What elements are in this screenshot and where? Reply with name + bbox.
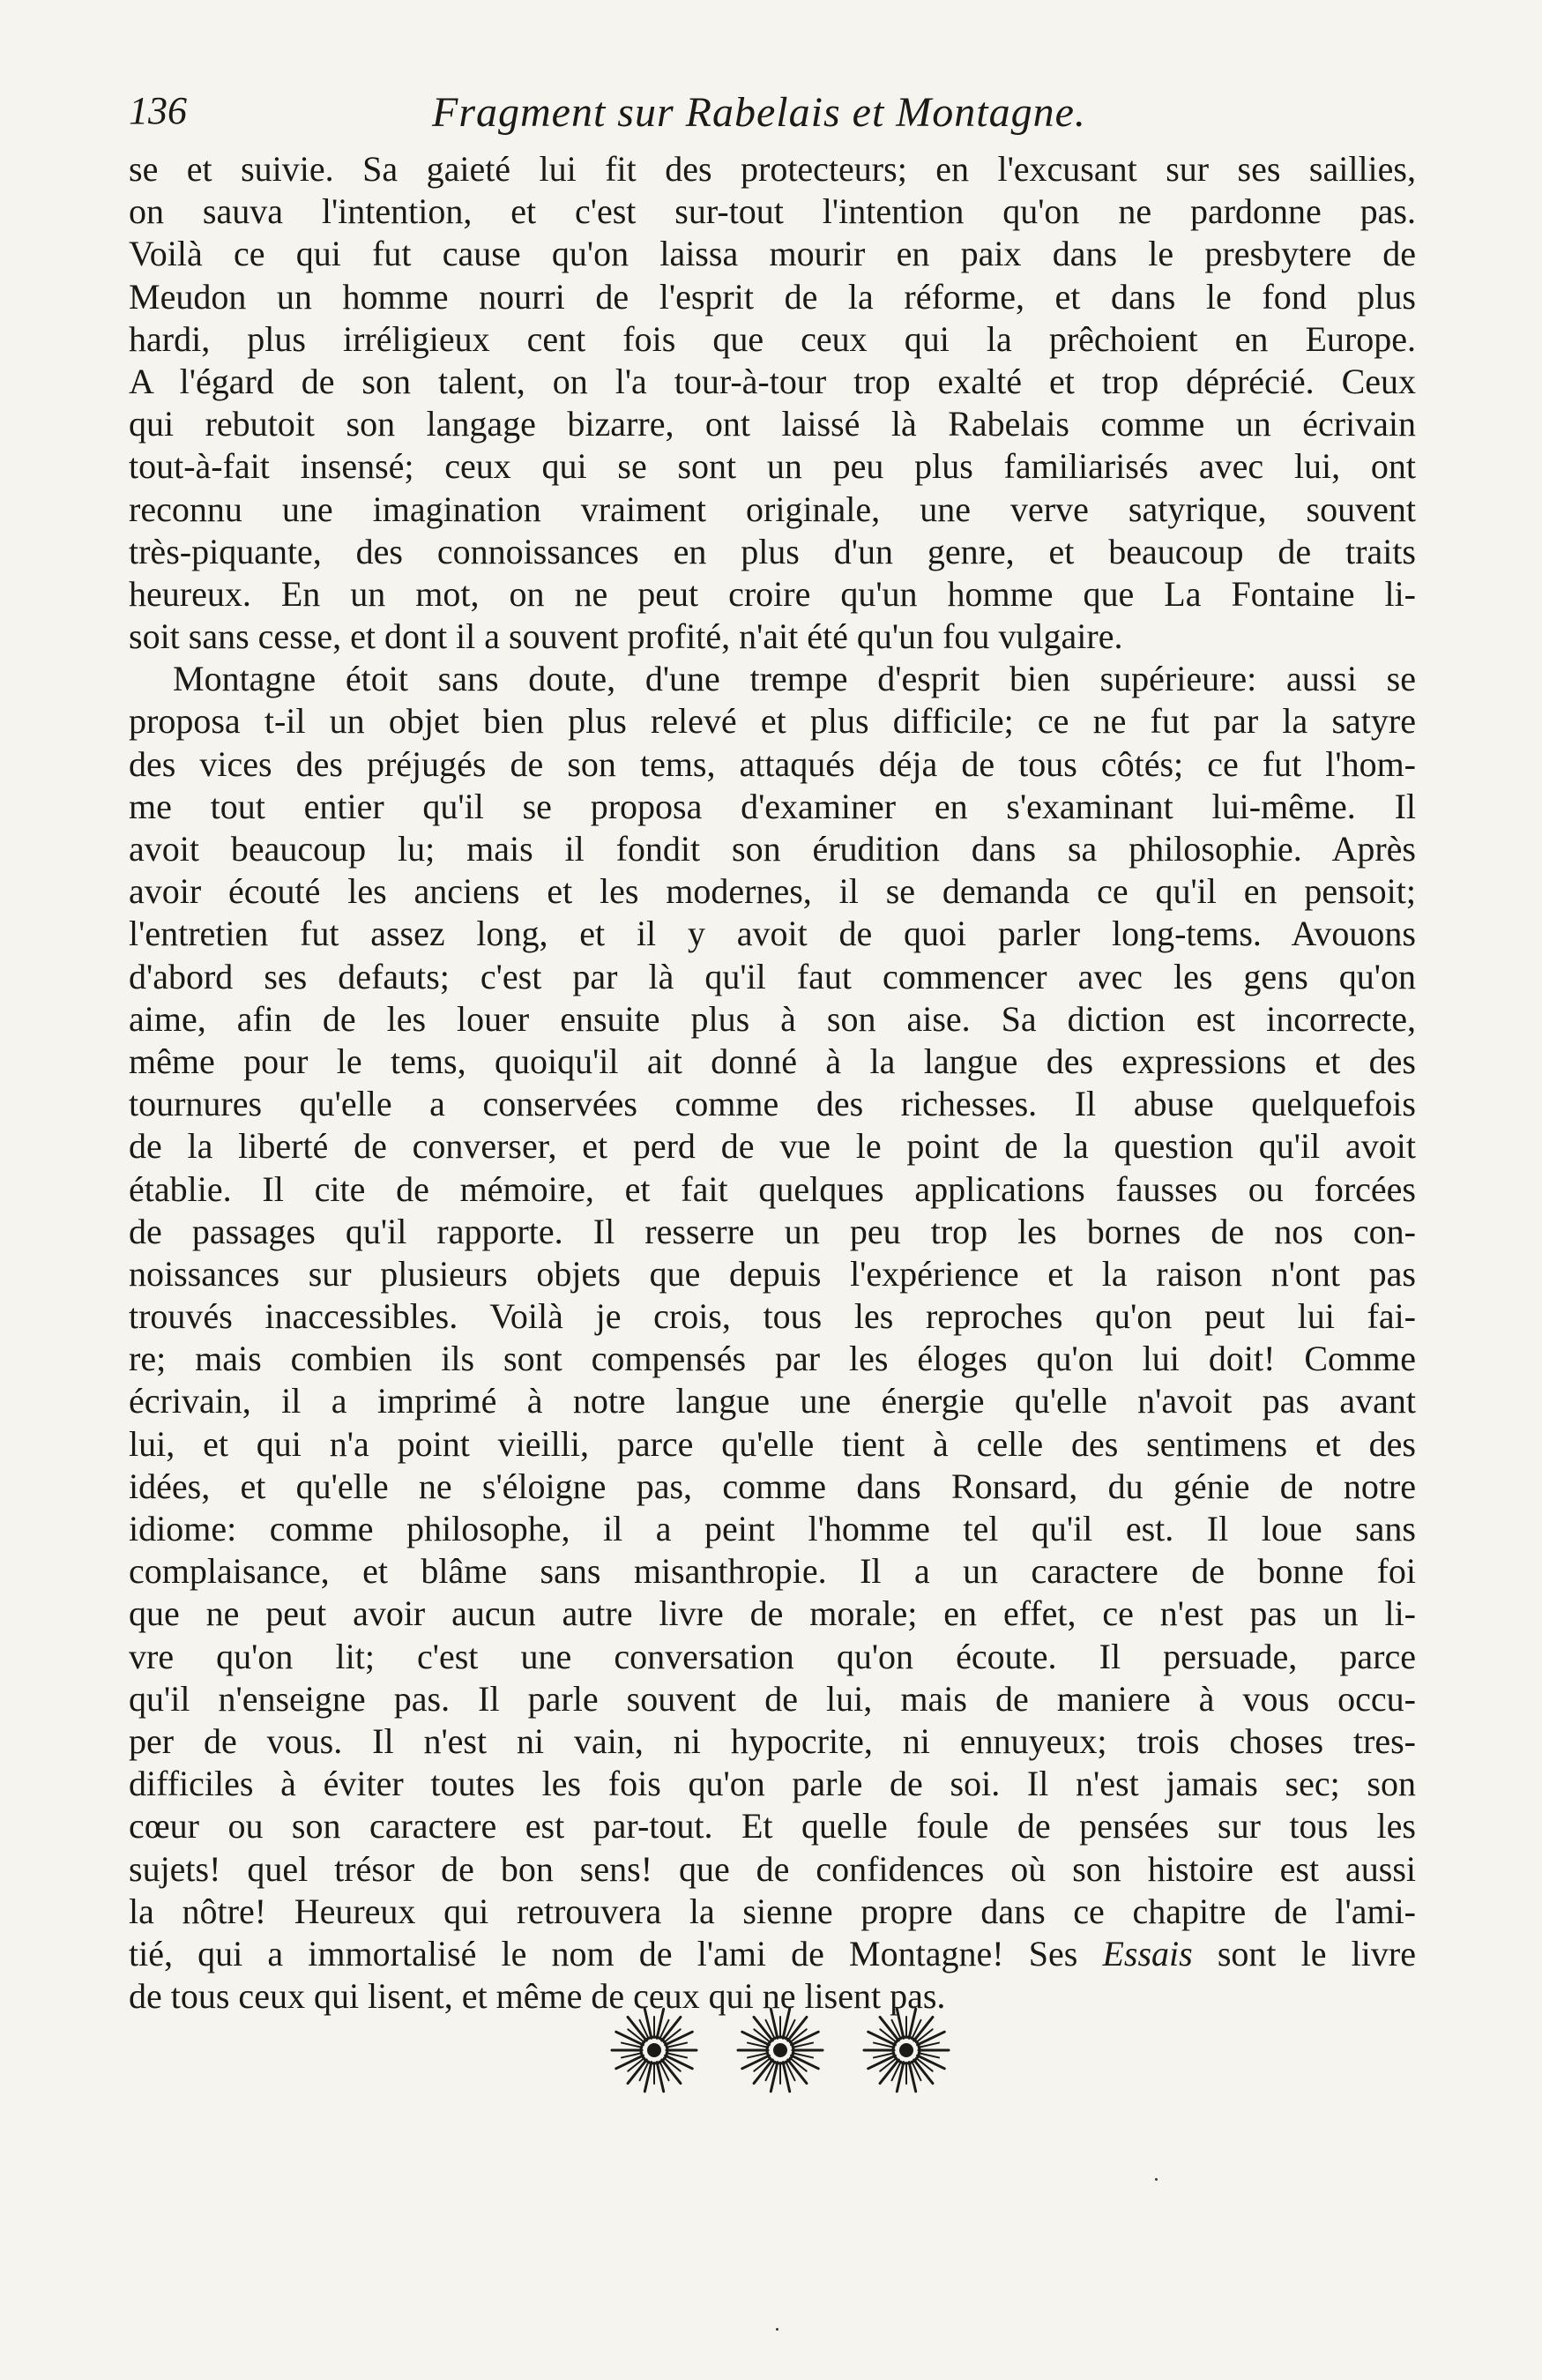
book-title-essais: Essais: [1102, 1933, 1193, 1973]
text-line: avoir écouté les anciens et les modernes, il se demanda ce qu'il en pensoit;: [129, 871, 1416, 912]
text-line: écrivain, il a imprimé à notre langue une énergie qu'elle n'avoit pas avant: [129, 1381, 1416, 1421]
text-line: de tous ceux qui lisent, et même de ceux qui ne lisent pas.: [129, 1976, 946, 2017]
running-head: [129, 88, 1363, 141]
text-line: établie. Il cite de mémoire, et fait quelques applications fausses ou forcées: [129, 1168, 1416, 1209]
text-line: complaisance, et blâme sans misanthropie. Il a un caractere de bonne foi: [129, 1551, 1416, 1592]
text-line: qui rebutoit son langage bizarre, ont laissé là Rabelais comme un écrivain: [129, 404, 1416, 444]
text-line: cœur ou son caractere est par-tout. Et quelle foule de pensées sur tous les: [129, 1806, 1416, 1847]
floral-star-ornament-icon: [734, 2004, 826, 2096]
page-number: 136: [129, 89, 187, 132]
text-line: soit sans cesse, et dont il a souvent profité, n'ait été qu'un fou vulgaire.: [129, 616, 1123, 657]
text-line: heureux. En un mot, on ne peut croire qu'un homme que La Fontaine li-: [129, 573, 1416, 614]
text-line: A l'égard de son talent, on l'a tour-à-tour trop exalté et trop déprécié. Ceux: [129, 361, 1416, 401]
text-line: très-piquante, des connoissances en plus d'un genre, et beaucoup de traits: [129, 531, 1416, 571]
text-line: difficiles à éviter toutes les fois qu'on parle de soi. Il n'est jamais sec; son: [129, 1764, 1416, 1804]
text-line: per de vous. Il n'est ni vain, ni hypocrite, ni ennuyeux; trois choses tres-: [129, 1720, 1416, 1761]
text-line: Meudon un homme nourri de l'esprit de la réforme, et dans le fond plus: [129, 276, 1416, 317]
end-ornament: [608, 2002, 952, 2099]
paper-speck: [1155, 2178, 1158, 2181]
text-line: on sauva l'intention, et c'est sur-tout l'intention qu'on ne pardonne pas.: [129, 191, 1416, 232]
text-line: aime, afin de les louer ensuite plus à son aise. Sa diction est incorrecte,: [129, 998, 1416, 1039]
text-line: que ne peut avoir aucun autre livre de morale; en effet, ce n'est pas un li-: [129, 1593, 1416, 1634]
body-text: [129, 148, 1416, 2018]
text-line: tout-à-fait insensé; ceux qui se sont un peu plus familiarisés avec lui, ont: [129, 446, 1416, 487]
text-line: Montagne étoit sans doute, d'une trempe d'esprit bien supérieure: aussi se: [173, 659, 1416, 699]
text-line: tié, qui a immortalisé le nom de l'ami de Montagne! Ses Essais sont le livre: [129, 1933, 1416, 1973]
text-line: me tout entier qu'il se proposa d'examiner en s'examinant lui-même. Il: [129, 786, 1416, 826]
text-line: avoit beaucoup lu; mais il fondit son érudition dans sa philosophie. Après: [129, 829, 1416, 869]
text-line: idées, et qu'elle ne s'éloigne pas, comme dans Ronsard, du génie de notre: [129, 1466, 1416, 1506]
text-line: Voilà ce qui fut cause qu'on laissa mourir en paix dans le presbytere de: [129, 234, 1416, 274]
paper-speck: [776, 2328, 778, 2331]
floral-star-ornament-icon: [608, 2004, 700, 2096]
text-line: sujets! quel trésor de bon sens! que de confidences où son histoire est aussi: [129, 1848, 1416, 1889]
text-line: idiome: comme philosophe, il a peint l'homme tel qu'il est. Il loue sans: [129, 1509, 1416, 1548]
text-line: proposa t-il un objet bien plus relevé et plus difficile; ce ne fut par la satyre: [129, 701, 1416, 742]
text-line: la nôtre! Heureux qui retrouvera la sienne propre dans ce chapitre de l'ami-: [129, 1891, 1416, 1931]
text-line: l'entretien fut assez long, et il y avoit de quoi parler long-tems. Avouons: [129, 914, 1416, 954]
text-line: de la liberté de converser, et perd de vue le point de la question qu'il avoit: [129, 1126, 1416, 1167]
text-line: re; mais combien ils sont compensés par les éloges qu'on lui doit! Comme: [129, 1339, 1416, 1379]
text-line: même pour le tems, quoiqu'il ait donné à la langue des expressions et des: [129, 1041, 1416, 1081]
text-line: tournures qu'elle a conservées comme des richesses. Il abuse quelquefois: [129, 1084, 1416, 1124]
text-line: noissances sur plusieurs objets que depuis l'expérience et la raison n'ont pas: [129, 1253, 1416, 1294]
running-title: Fragment sur Rabelais et Montagne.: [432, 89, 1086, 136]
text-line: trouvés inaccessibles. Voilà je crois, tous les reproches qu'on peut lui fai-: [129, 1296, 1416, 1337]
text-line: reconnu une imagination vraiment originale, une verve satyrique, souvent: [129, 489, 1416, 529]
text-line: qu'il n'enseigne pas. Il parle souvent de lui, mais de maniere à vous occu-: [129, 1678, 1416, 1719]
text-line: d'abord ses defauts; c'est par là qu'il faut commencer avec les gens qu'on: [129, 956, 1416, 996]
floral-star-ornament-icon: [860, 2004, 952, 2096]
text-line: lui, et qui n'a point vieilli, parce qu'elle tient à celle des sentimens et des: [129, 1423, 1416, 1464]
text-line: de passages qu'il rapporte. Il resserre un peu trop les bornes de nos con-: [129, 1211, 1416, 1251]
text-line: se et suivie. Sa gaieté lui fit des protecteurs; en l'excusant sur ses saillies,: [129, 149, 1416, 189]
text-line: vre qu'on lit; c'est une conversation qu'on écoute. Il persuade, parce: [129, 1636, 1416, 1676]
text-line: des vices des préjugés de son tems, attaqués déja de tous côtés; ce fut l'hom-: [129, 743, 1416, 784]
text-line: hardi, plus irréligieux cent fois que ceux qui la prêchoient en Europe.: [129, 318, 1416, 359]
